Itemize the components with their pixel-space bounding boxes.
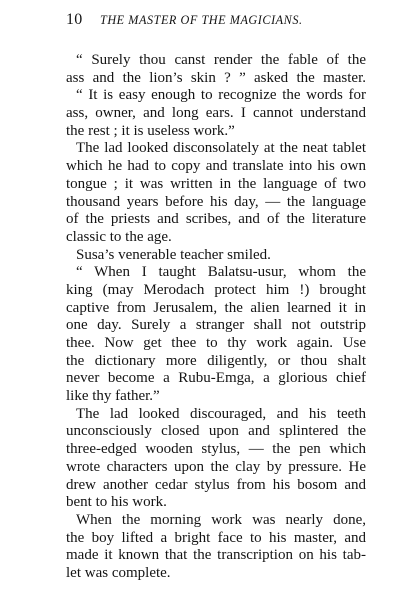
- text-line: “ Surely thou canst render the fable of the: [76, 52, 366, 68]
- text-line: tongue ; it was written in the language of two: [66, 175, 366, 192]
- body-text: [66, 52, 366, 583]
- text-line: king (may Merodach protect him !) brought: [66, 281, 366, 298]
- text-line: thousand years before his day, — the language: [66, 193, 366, 210]
- text-line: drew another cedar stylus from his bosom and: [66, 476, 366, 493]
- text-line: “ It is easy enough to recognize the words for: [76, 87, 366, 104]
- text-line: classic to the age.: [66, 228, 172, 245]
- text-line: one day. Surely a stranger shall not outstrip: [66, 317, 366, 334]
- text-line: of the priests and scribes, and of the literature: [66, 211, 366, 228]
- text-line: the dictionary more diligently, or thou shalt: [66, 352, 366, 369]
- text-line: ass, owner, and long ears. I cannot understand: [66, 105, 366, 122]
- text-line: the boy lifted a bright face to his master, and: [66, 529, 366, 546]
- text-line: captive from Jerusalem, the alien learned it in: [66, 299, 366, 316]
- text-line: ass and the lion’s skin ? ” asked the master.: [66, 69, 366, 86]
- text-line: three-edged wooden stylus, — the pen which: [66, 441, 366, 458]
- text-line: unconsciously closed upon and splintered the: [66, 423, 366, 440]
- text-line: the rest ; it is useless work.”: [66, 122, 235, 139]
- text-line: made it known that the transcription on his tab-: [66, 547, 366, 564]
- text-line: bent to his work.: [66, 494, 167, 511]
- text-line: When the morning work was nearly done,: [76, 511, 366, 528]
- text-line: let was complete.: [66, 564, 171, 581]
- text-line: The lad looked discouraged, and his teeth: [76, 405, 366, 422]
- text-line: which he had to copy and translate into his own: [66, 158, 366, 175]
- text-line: never become a Rubu-Emga, a glorious chief: [66, 370, 366, 387]
- text-line: like thy father.”: [66, 388, 160, 405]
- page-number: 10: [66, 11, 83, 28]
- text-line: The lad looked disconsolately at the neat tablet: [76, 140, 366, 157]
- text-line: thee. Now get thee to thy work again. Use: [66, 335, 366, 351]
- running-title: THE MASTER OF THE MAGICIANS.: [100, 13, 303, 27]
- text-line: “ When I taught Balatsu-usur, whom the: [76, 264, 366, 281]
- page-header: [66, 10, 366, 34]
- text-line: wrote characters upon the clay by pressure. He: [66, 458, 366, 475]
- text-line: Susa’s venerable teacher smiled.: [76, 246, 271, 263]
